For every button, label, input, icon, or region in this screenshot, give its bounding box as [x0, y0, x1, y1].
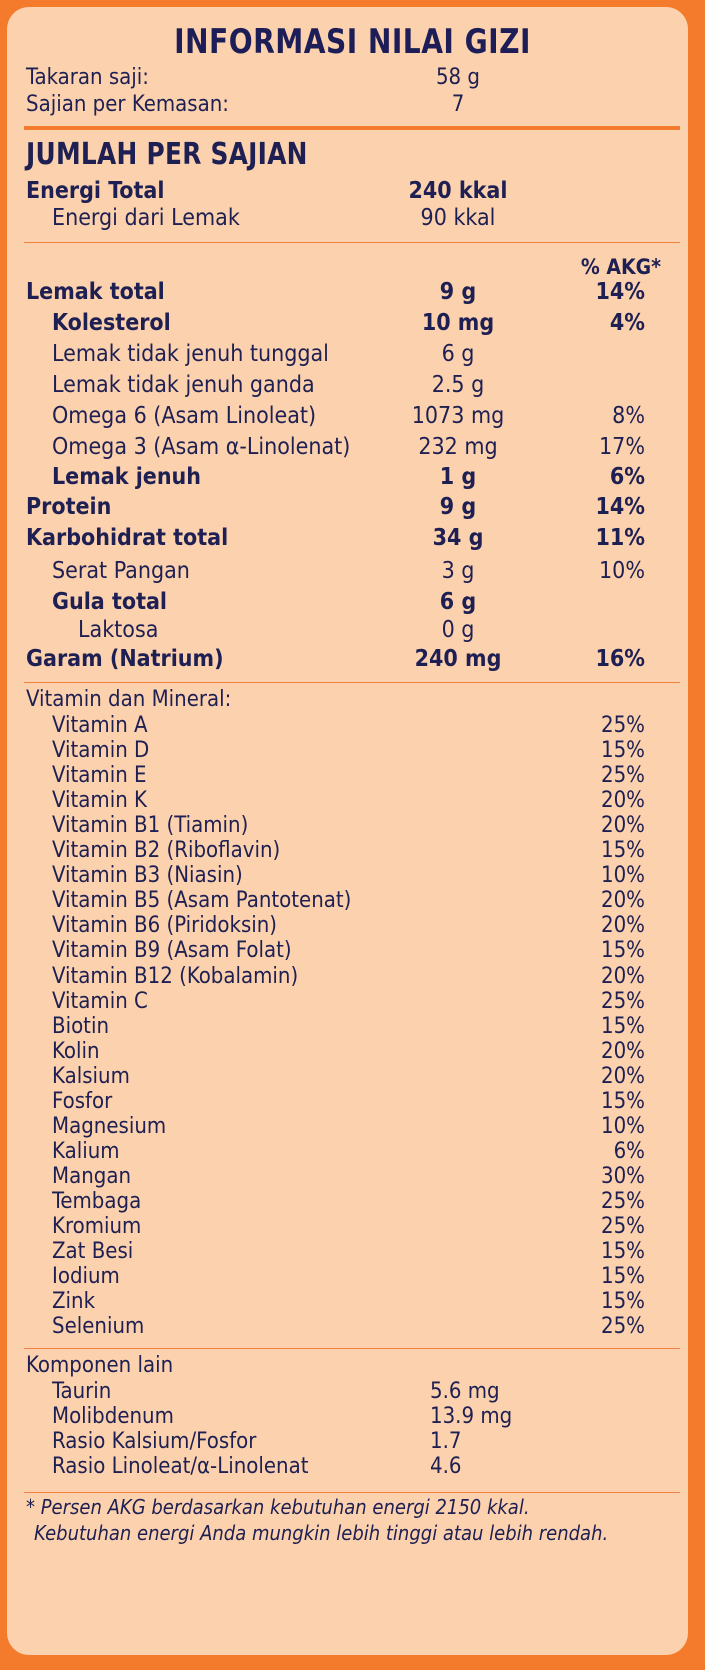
vitamin-label: Mangan: [52, 1163, 131, 1189]
page-title: INFORMASI NILAI GIZI: [174, 22, 531, 62]
nutrient-amount: 34 g: [432, 525, 484, 551]
other-label: Molibdenum: [52, 1404, 174, 1429]
nutrient-label: Lemak tidak jenuh tunggal: [52, 341, 329, 367]
nutrient-row: [0, 492, 705, 522]
vitamin-label: Biotin: [52, 1013, 109, 1039]
nutrient-amount: 6 g: [441, 341, 475, 367]
vitamin-akg: 25%: [601, 763, 645, 789]
vitamin-akg: 15%: [601, 738, 645, 764]
vitamin-akg: 15%: [601, 1264, 645, 1290]
nutrient-row: [0, 462, 705, 492]
vitamin-row: [0, 1289, 705, 1315]
vitamin-akg: 15%: [601, 1289, 645, 1315]
nutrient-akg: 14%: [595, 279, 645, 305]
nutrient-label: Protein: [26, 494, 112, 520]
nutrient-row: [0, 556, 705, 586]
vitamin-akg: 20%: [601, 913, 645, 939]
serving-row: [0, 90, 705, 120]
nutrient-amount: 2.5 g: [431, 372, 485, 398]
vitamin-label: Kolin: [52, 1038, 100, 1064]
vitamin-label: Vitamin A: [52, 713, 148, 738]
vitamin-akg: 20%: [601, 813, 645, 839]
nutrient-label: Karbohidrat total: [26, 525, 229, 551]
nutrient-amount: 0 g: [441, 617, 475, 643]
vitamin-akg: 25%: [601, 988, 645, 1014]
serving-label: Takaran saji:: [26, 65, 149, 90]
divider: [24, 682, 680, 683]
vitamin-akg: 25%: [601, 713, 645, 738]
vitamin-akg: 10%: [601, 1113, 645, 1139]
vitamin-row: [0, 888, 705, 914]
vitamin-label: Kalium: [52, 1138, 120, 1164]
vitamin-row: [0, 813, 705, 839]
footnote-line: * Persen AKG berdasarkan kebutuhan energi 2150 kkal.: [26, 1495, 530, 1519]
other-row: [0, 1404, 705, 1430]
footnote-line: Kebutuhan energi Anda mungkin lebih tinggi atau lebih rendah.: [34, 1521, 609, 1545]
vitamin-akg: 20%: [601, 788, 645, 814]
vitamin-row: [0, 738, 705, 764]
vitamin-akg: 15%: [601, 938, 645, 964]
vitamin-row: [0, 1264, 705, 1290]
nutrient-label: Serat Pangan: [52, 558, 190, 584]
other-row: [0, 1429, 705, 1455]
vitamin-akg: 15%: [601, 1239, 645, 1265]
vitamin-label: Vitamin E: [52, 763, 147, 789]
vitamin-row: [0, 1164, 705, 1190]
vitamin-row: [0, 1239, 705, 1265]
divider: [24, 126, 680, 130]
serving-label: Sajian per Kemasan:: [26, 92, 229, 117]
nutrient-amount: 9 g: [439, 279, 477, 305]
vitamin-label: Iodium: [52, 1264, 120, 1290]
vitamin-row: [0, 863, 705, 889]
vitamin-row: [0, 938, 705, 964]
vitamin-row: [0, 1039, 705, 1065]
energy-label: Energi dari Lemak: [52, 205, 240, 231]
vitamin-label: Vitamin B1 (Tiamin): [52, 813, 249, 839]
nutrient-amount: 1073 mg: [411, 403, 505, 429]
other-value: 13.9 mg: [430, 1404, 513, 1429]
vitamin-row: [0, 964, 705, 990]
nutrient-akg: 8%: [612, 403, 645, 429]
nutrient-row: [0, 401, 705, 431]
vitamin-row: [0, 1189, 705, 1215]
vitamin-akg: 20%: [601, 963, 645, 989]
nutrient-label: Omega 3 (Asam α-Linolenat): [52, 434, 351, 460]
vitamin-row: [0, 1214, 705, 1240]
vitamin-akg: 20%: [601, 1063, 645, 1089]
energy-value: 240 kkal: [408, 178, 508, 204]
vitamin-akg: 20%: [601, 1038, 645, 1064]
vitamin-akg: 10%: [601, 863, 645, 889]
energy-value: 90 kkal: [420, 205, 496, 231]
nutrient-amount: 1 g: [439, 464, 477, 490]
vitamin-label: Kromium: [52, 1214, 142, 1239]
nutrient-row: [0, 432, 705, 462]
vitamins-heading: [0, 687, 705, 713]
nutrient-amount: 232 mg: [418, 434, 498, 460]
nutrient-row: [0, 523, 705, 553]
other-value: 1.7: [430, 1429, 462, 1454]
other-label: Taurin: [52, 1379, 112, 1404]
vitamin-akg: 25%: [601, 1214, 645, 1239]
vitamin-row: [0, 1089, 705, 1115]
other-heading: [0, 1353, 705, 1379]
vitamin-akg: 15%: [601, 1013, 645, 1039]
vitamin-label: Zink: [52, 1289, 96, 1315]
vitamin-akg: 20%: [601, 888, 645, 914]
nutrient-label: Lemak tidak jenuh ganda: [52, 372, 315, 398]
nutrient-akg: 4%: [609, 310, 645, 336]
nutrient-amount: 3 g: [441, 558, 475, 584]
nutrient-row: [0, 339, 705, 369]
nutrient-label: Kolesterol: [52, 310, 171, 336]
energy-row: [0, 203, 705, 233]
vitamin-label: Magnesium: [52, 1113, 167, 1139]
nutrient-label: Gula total: [52, 589, 168, 615]
akg-header: % AKG*: [580, 255, 661, 279]
nutrient-akg: 10%: [599, 558, 645, 584]
vitamin-row: [0, 1064, 705, 1090]
nutrient-label: Garam (Natrium): [26, 646, 224, 672]
divider: [24, 1348, 680, 1349]
nutrient-label: Omega 6 (Asam Linoleat): [52, 403, 317, 429]
vitamin-akg: 25%: [601, 1314, 645, 1340]
nutrient-amount: 9 g: [439, 494, 477, 520]
vitamin-row: [0, 1114, 705, 1140]
serving-value: 58 g: [435, 65, 481, 90]
nutrient-row: [0, 277, 705, 307]
vitamin-row: [0, 1139, 705, 1165]
nutrient-akg: 17%: [599, 434, 645, 460]
nutrient-label: Lemak total: [26, 279, 165, 305]
per-serving-heading: JUMLAH PER SAJIAN: [26, 137, 308, 172]
nutrient-akg: 11%: [595, 525, 645, 551]
nutrient-akg: 14%: [595, 494, 645, 520]
nutrient-row: [0, 615, 705, 645]
vitamin-row: [0, 913, 705, 939]
vitamin-akg: 30%: [601, 1163, 645, 1189]
vitamin-row: [0, 788, 705, 814]
vitamin-akg: 15%: [601, 1088, 645, 1114]
vitamin-label: Vitamin D: [52, 738, 150, 764]
vitamin-akg: 6%: [613, 1138, 645, 1164]
nutrient-label: Laktosa: [78, 617, 159, 643]
serving-value: 7: [451, 92, 465, 117]
vitamin-label: Tembaga: [52, 1188, 142, 1214]
nutrient-amount: 240 mg: [414, 646, 502, 672]
nutrient-label: Lemak jenuh: [52, 464, 202, 490]
nutrient-row: [0, 308, 705, 338]
vitamin-row: [0, 1314, 705, 1340]
nutrient-amount: 10 mg: [421, 310, 495, 336]
vitamin-row: [0, 763, 705, 789]
vitamin-label: Kalsium: [52, 1063, 130, 1089]
other-value: 4.6: [430, 1454, 462, 1479]
vitamin-akg: 15%: [601, 838, 645, 864]
other-heading-label: Komponen lain: [26, 1353, 174, 1378]
serving-row: [0, 63, 705, 93]
nutrient-row: [0, 644, 705, 674]
energy-row: [0, 176, 705, 206]
divider: [24, 1492, 680, 1493]
nutrient-row: [0, 587, 705, 617]
nutrient-akg: 6%: [609, 464, 645, 490]
vitamin-label: Selenium: [52, 1314, 145, 1340]
energy-label: Energi Total: [26, 178, 165, 204]
other-label: Rasio Kalsium/Fosfor: [52, 1429, 257, 1454]
vitamin-label: Vitamin B2 (Riboflavin): [52, 838, 281, 864]
divider: [24, 242, 680, 243]
vitamin-akg: 25%: [601, 1188, 645, 1214]
vitamin-label: Vitamin C: [52, 988, 148, 1014]
vitamin-label: Vitamin B5 (Asam Pantotenat): [52, 888, 352, 914]
vitamin-label: Vitamin B9 (Asam Folat): [52, 938, 292, 964]
vitamin-label: Fosfor: [52, 1088, 113, 1114]
other-value: 5.6 mg: [430, 1379, 500, 1404]
other-label: Rasio Linoleat/α-Linolenat: [52, 1454, 309, 1479]
vitamin-label: Zat Besi: [52, 1239, 134, 1265]
vitamin-row: [0, 1014, 705, 1040]
vitamin-row: [0, 713, 705, 739]
nutrient-akg: 16%: [595, 646, 645, 672]
vitamin-label: Vitamin B3 (Niasin): [52, 863, 243, 889]
nutrient-row: [0, 370, 705, 400]
other-row: [0, 1454, 705, 1480]
vitamin-label: Vitamin B6 (Piridoksin): [52, 913, 278, 939]
other-row: [0, 1379, 705, 1405]
nutrient-amount: 6 g: [439, 589, 477, 615]
vitamin-row: [0, 838, 705, 864]
vitamins-heading-label: Vitamin dan Mineral:: [26, 687, 232, 712]
vitamin-label: Vitamin B12 (Kobalamin): [52, 963, 299, 989]
vitamin-row: [0, 989, 705, 1015]
vitamin-label: Vitamin K: [52, 788, 148, 814]
